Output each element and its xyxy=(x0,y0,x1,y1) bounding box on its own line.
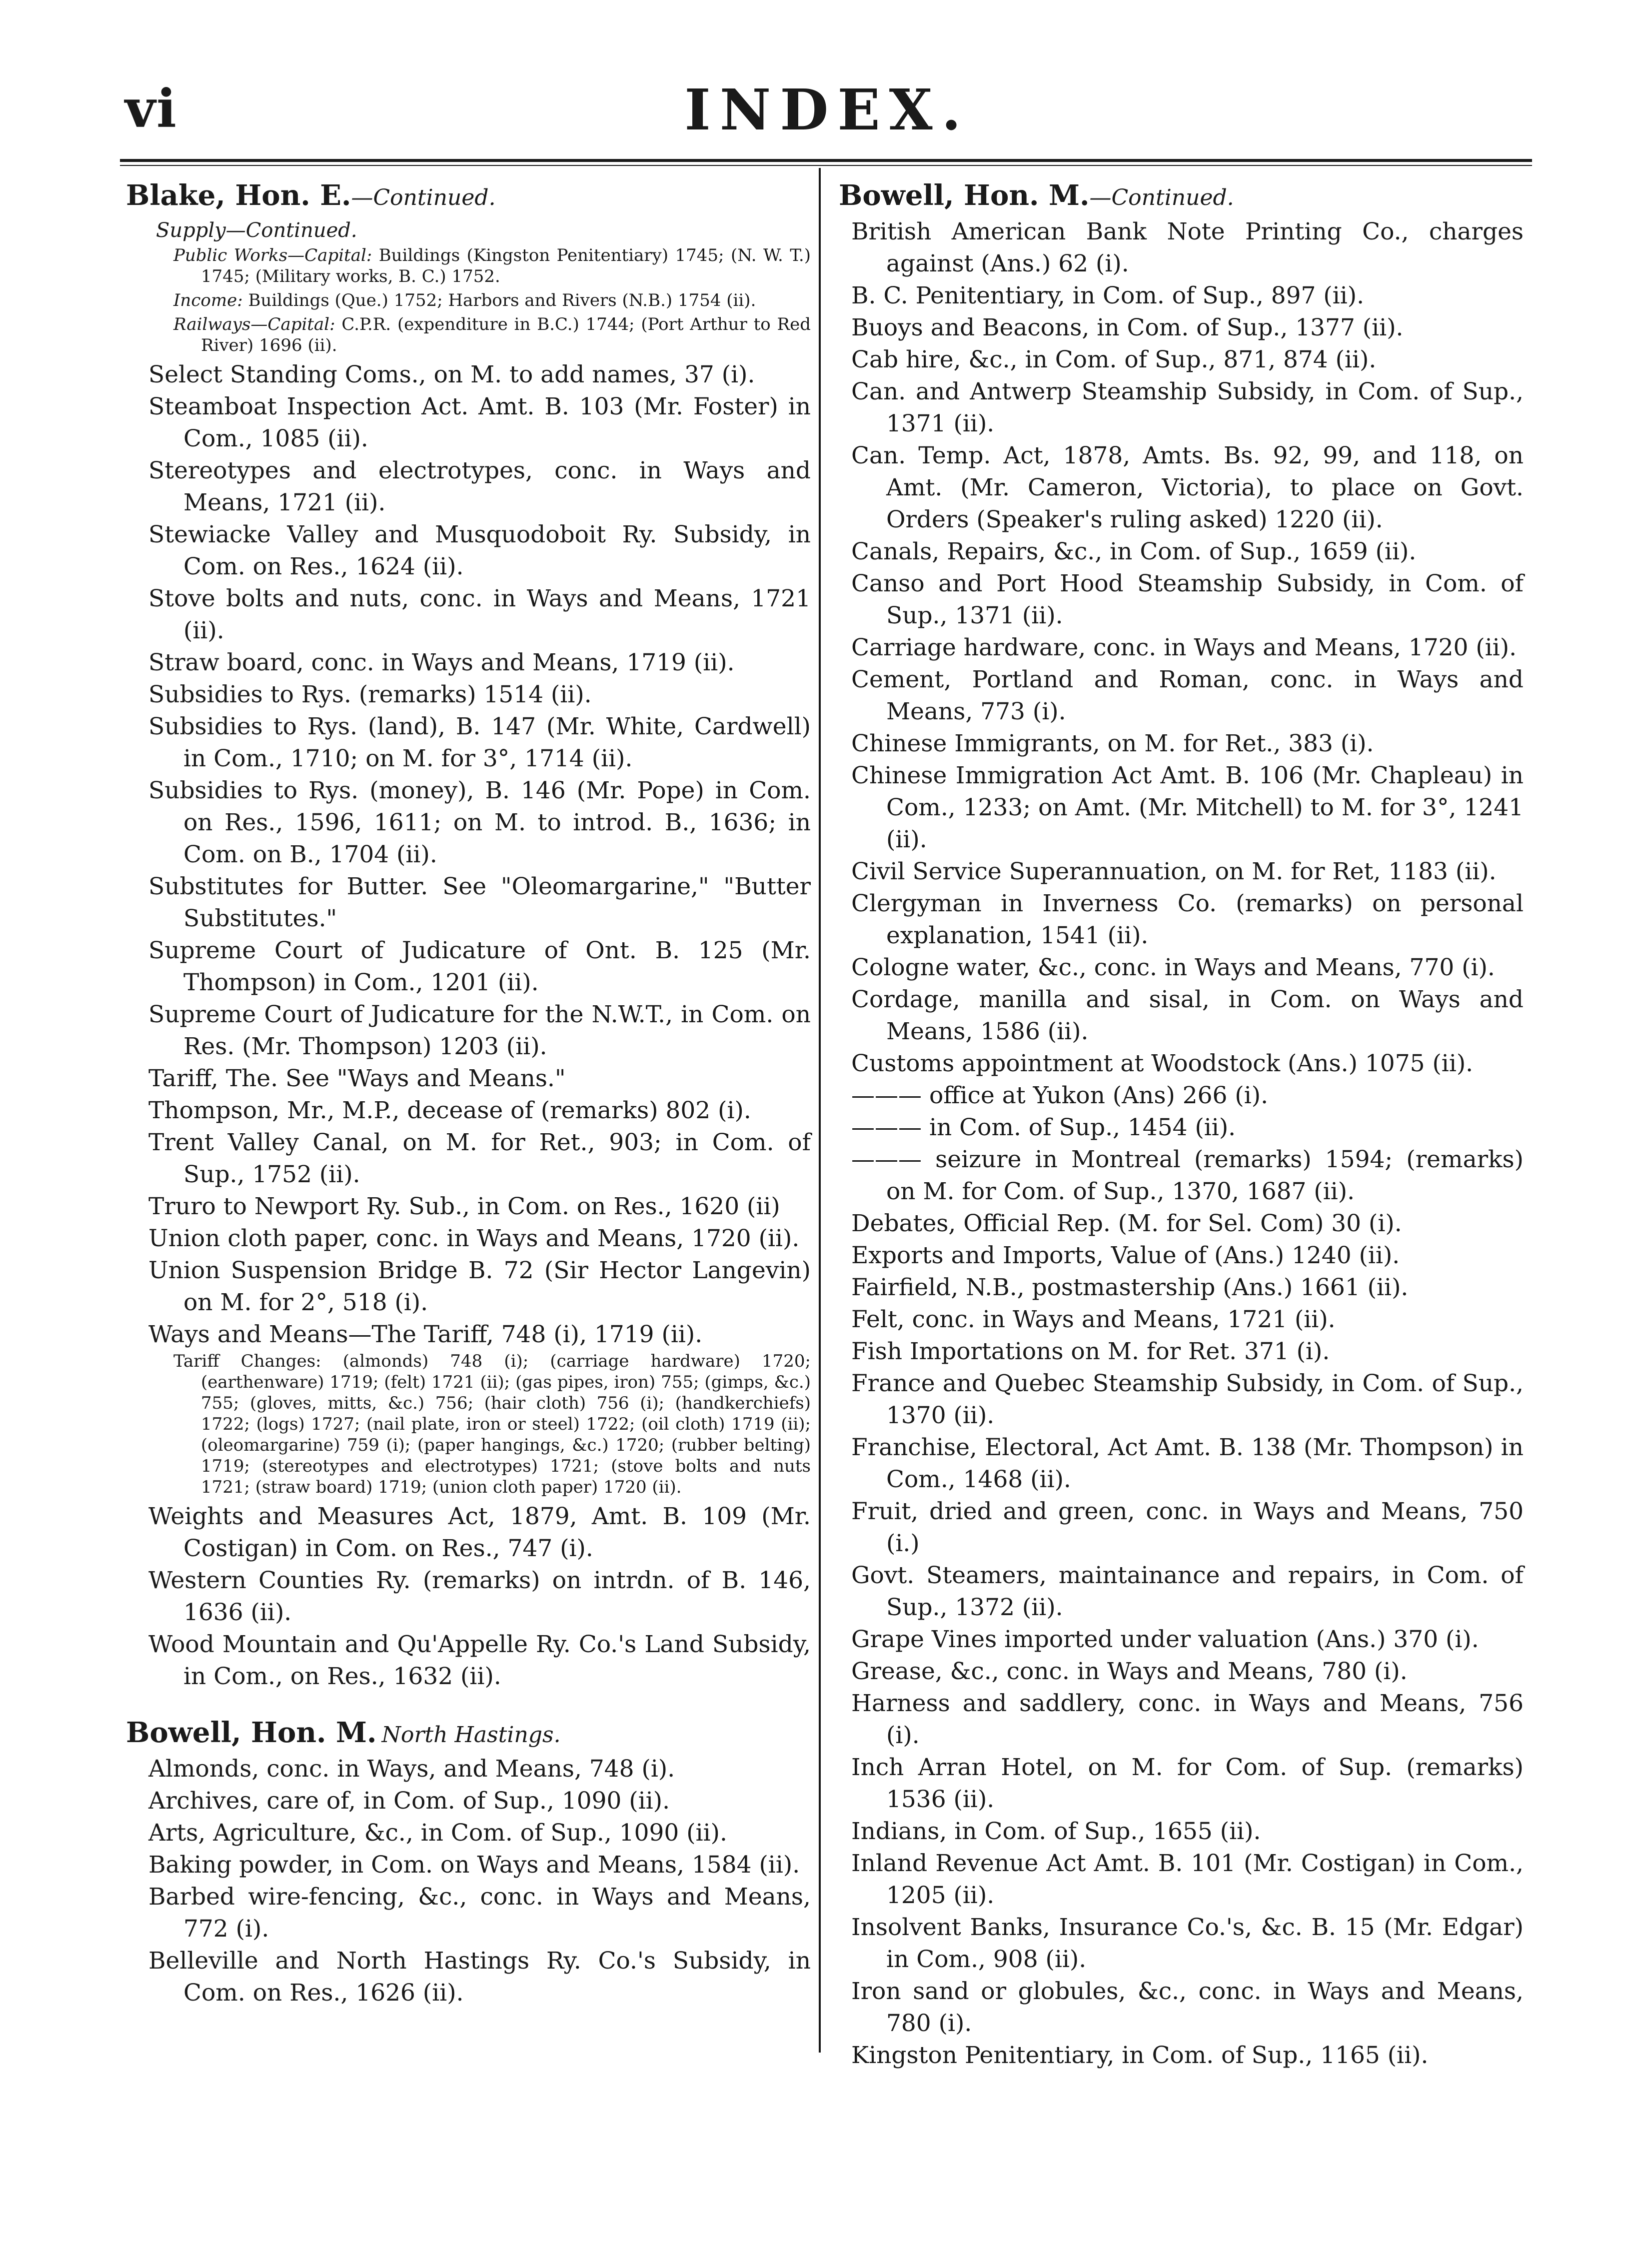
tariff-changes: Tariff Changes: (almonds) 748 (i); (carriage hardware) 1720; (earthenware) 1719; (felt) 1721 (ii); (gas pipes, iron) 755; (gimps, &c.) 755; (gloves, mitts, &c.) 756; (hair cloth) 756 (i); (handkerchiefs) 1722; (logs) 1727; (nail plate, iron or steel) 1722; (oil cloth) 1719 (ii); (oleomargarine) 759 (i); (paper hangings, &c.) 1720; (rubber belting) 1719; (stereotypes and electrotypes) 1721; (stove bolts and nuts 1721; (straw board) 1719; (union cloth paper) 1720 (ii). xyxy=(173,1351,811,1497)
index-entry: Union cloth paper, conc. in Ways and Means, 1720 (ii). xyxy=(148,1225,800,1252)
page-header xyxy=(125,77,1530,152)
index-entry: Stereotypes and electrotypes, conc. in Ways and Means, 1721 (ii). xyxy=(148,457,811,516)
index-entry: Subsidies to Rys. (land), B. 147 (Mr. White, Cardwell) in Com., 1710; on M. for 3°, 1714 (ii). xyxy=(148,713,811,772)
index-entry: Debates, Official Rep. (M. for Sel. Com) 30 (i). xyxy=(851,1210,1402,1237)
index-entry: Can. and Antwerp Steamship Subsidy, in Com. of Sup., 1371 (ii). xyxy=(851,378,1524,437)
index-entry: Cologne water, &c., conc. in Ways and Means, 770 (i). xyxy=(851,954,1495,981)
index-entry: Subsidies to Rys. (remarks) 1514 (ii). xyxy=(148,681,592,708)
index-entry: Subsidies to Rys. (money), B. 146 (Mr. Pope) in Com. on Res., 1596, 1611; on M. to introd. B., 1636; in Com. on B., 1704 (ii). xyxy=(148,777,811,868)
index-entry: Indians, in Com. of Sup., 1655 (ii). xyxy=(851,1818,1261,1845)
index-entry: Fairfield, N.B., postmastership (Ans.) 1661 (ii). xyxy=(851,1274,1409,1301)
page-title: INDEX. xyxy=(684,77,970,143)
supply-subheading: Supply—Continued. xyxy=(156,219,357,242)
index-entry: Select Standing Coms., on M. to add names, 37 (i). xyxy=(148,361,755,388)
member-name: Bowell, Hon. M. xyxy=(126,1716,377,1749)
index-entry: B. C. Penitentiary, in Com. of Sup., 897 (ii). xyxy=(851,282,1365,309)
index-entry: Chinese Immigration Act Amt. B. 106 (Mr. Chapleau) in Com., 1233; on Amt. (Mr. Mitchell) to M. for 3°, 1241 (ii). xyxy=(851,762,1524,853)
continued-label: —Continued. xyxy=(1089,185,1234,210)
fine-entry: Income: Buildings (Que.) 1752; Harbors and Rivers (N.B.) 1754 (ii). xyxy=(173,290,756,310)
index-entry: Kingston Penitentiary, in Com. of Sup., 1165 (ii). xyxy=(851,2042,1429,2069)
index-entry: Belleville and North Hastings Ry. Co.'s Subsidy, in Com. on Res., 1626 (ii). xyxy=(148,1947,811,2007)
index-entry: Archives, care of, in Com. of Sup., 1090 (ii). xyxy=(148,1787,670,1815)
member-name: Bowell, Hon. M. xyxy=(839,179,1090,212)
constituency-label: North Hastings. xyxy=(381,1722,561,1748)
index-entry: Harness and saddlery, conc. in Ways and Means, 756 (i). xyxy=(851,1690,1524,1749)
index-entry: Inch Arran Hotel, on M. for Com. of Sup. (remarks) 1536 (ii). xyxy=(851,1754,1524,1813)
index-entry: Franchise, Electoral, Act Amt. B. 138 (Mr. Thompson) in Com., 1468 (ii). xyxy=(851,1434,1524,1493)
continued-label: —Continued. xyxy=(351,185,496,210)
index-entry: Steamboat Inspection Act. Amt. B. 103 (Mr. Foster) in Com., 1085 (ii). xyxy=(148,393,811,452)
fine-entry: Public Works—Capital: Buildings (Kingston Penitentiary) 1745; (N. W. T.) 1745; (Military works, B. C.) 1752. xyxy=(173,245,811,286)
index-entry: Truro to Newport Ry. Sub., in Com. on Res., 1620 (ii) xyxy=(148,1193,780,1220)
column-divider xyxy=(819,168,821,2053)
index-entry: Inland Revenue Act Amt. B. 101 (Mr. Costigan) in Com., 1205 (ii). xyxy=(851,1850,1524,1909)
index-entry: ——— office at Yukon (Ans) 266 (i). xyxy=(851,1082,1269,1109)
index-entry: Supreme Court of Judicature of Ont. B. 125 (Mr. Thompson) in Com., 1201 (ii). xyxy=(148,937,811,996)
header-rule xyxy=(120,159,1532,162)
index-entry: Western Counties Ry. (remarks) on intrdn. of B. 146, 1636 (ii). xyxy=(148,1567,811,1626)
index-entry: British American Bank Note Printing Co., charges against (Ans.) 62 (i). xyxy=(851,218,1524,277)
index-entry: France and Quebec Steamship Subsidy, in Com. of Sup., 1370 (ii). xyxy=(851,1370,1524,1429)
index-entry: Canso and Port Hood Steamship Subsidy, in Com. of Sup., 1371 (ii). xyxy=(851,570,1524,629)
index-entry: Grape Vines imported under valuation (Ans.) 370 (i). xyxy=(851,1626,1479,1653)
index-entry: Grease, &c., conc. in Ways and Means, 780 (i). xyxy=(851,1658,1408,1685)
index-entry: Substitutes for Butter. See "Oleomargarine," "Butter Substitutes." xyxy=(148,873,811,932)
index-entry: Thompson, Mr., M.P., decease of (remarks) 802 (i). xyxy=(148,1097,751,1124)
index-entry: Civil Service Superannuation, on M. for Ret, 1183 (ii). xyxy=(851,858,1497,885)
header-rule-thin xyxy=(120,165,1532,166)
index-entry: Baking powder, in Com. on Ways and Means, 1584 (ii). xyxy=(148,1851,800,1879)
member-name: Blake, Hon. E. xyxy=(126,179,351,212)
index-entry: Cab hire, &c., in Com. of Sup., 871, 874 (ii). xyxy=(851,346,1377,373)
member-heading-bowell-continued xyxy=(839,177,1524,216)
left-column xyxy=(126,172,811,2009)
index-entry: Arts, Agriculture, &c., in Com. of Sup., 1090 (ii). xyxy=(148,1819,727,1847)
index-entry: Can. Temp. Act, 1878, Amts. Bs. 92, 99, and 118, on Amt. (Mr. Cameron, Victoria), to place on Govt. Orders (Speaker's ruling asked) 1220 (ii). xyxy=(851,442,1524,533)
index-entry: Felt, conc. in Ways and Means, 1721 (ii). xyxy=(851,1306,1336,1333)
page-number: vi xyxy=(125,77,177,139)
index-entry: Tariff, The. See "Ways and Means." xyxy=(148,1065,566,1092)
index-entry: Customs appointment at Woodstock (Ans.) 1075 (ii). xyxy=(851,1050,1474,1077)
index-entry: Exports and Imports, Value of (Ans.) 1240 (ii). xyxy=(851,1242,1400,1269)
index-entry: Barbed wire-fencing, &c., conc. in Ways and Means, 772 (i). xyxy=(148,1883,811,1943)
index-entry: Govt. Steamers, maintainance and repairs, in Com. of Sup., 1372 (ii). xyxy=(851,1562,1524,1621)
fine-entry: Railways—Capital: C.P.R. (expenditure in B.C.) 1744; (Port Arthur to Red River) 1696 (ii). xyxy=(173,314,811,355)
right-column xyxy=(839,172,1524,2072)
index-entry: Weights and Measures Act, 1879, Amt. B. 109 (Mr. Costigan) in Com. on Res., 747 (i). xyxy=(148,1503,811,1562)
index-entry: Stewiacke Valley and Musquodoboit Ry. Subsidy, in Com. on Res., 1624 (ii). xyxy=(148,521,811,580)
index-entry: Cordage, manilla and sisal, in Com. on Ways and Means, 1586 (ii). xyxy=(851,986,1524,1045)
index-entry: Fish Importations on M. for Ret. 371 (i). xyxy=(851,1338,1330,1365)
index-entry: Wood Mountain and Qu'Appelle Ry. Co.'s Land Subsidy, in Com., on Res., 1632 (ii). xyxy=(148,1631,811,1690)
index-entry: Fruit, dried and green, conc. in Ways and Means, 750 (i.) xyxy=(851,1498,1524,1557)
index-entry: Ways and Means—The Tariff, 748 (i), 1719 (ii). xyxy=(148,1321,703,1348)
member-heading-bowell xyxy=(126,1715,811,1753)
index-entry: Carriage hardware, conc. in Ways and Means, 1720 (ii). xyxy=(851,634,1517,661)
index-entry: Stove bolts and nuts, conc. in Ways and Means, 1721 (ii). xyxy=(148,585,811,644)
index-entry: Cement, Portland and Roman, conc. in Ways and Means, 773 (i). xyxy=(851,666,1524,725)
index-entry: Almonds, conc. in Ways, and Means, 748 (i). xyxy=(148,1755,675,1783)
index-entry: Clergyman in Inverness Co. (remarks) on personal explanation, 1541 (ii). xyxy=(851,890,1524,949)
index-entry: ——— seizure in Montreal (remarks) 1594; (remarks) on M. for Com. of Sup., 1370, 1687 (ii). xyxy=(851,1146,1524,1205)
index-entry: Straw board, conc. in Ways and Means, 1719 (ii). xyxy=(148,649,735,676)
index-entry: Insolvent Banks, Insurance Co.'s, &c. B. 15 (Mr. Edgar) in Com., 908 (ii). xyxy=(851,1914,1524,1973)
index-entry: Union Suspension Bridge B. 72 (Sir Hector Langevin) on M. for 2°, 518 (i). xyxy=(148,1257,811,1316)
index-entry: ——— in Com. of Sup., 1454 (ii). xyxy=(851,1114,1236,1141)
index-entry: Supreme Court of Judicature for the N.W.T., in Com. on Res. (Mr. Thompson) 1203 (ii). xyxy=(148,1001,811,1060)
section-gap xyxy=(126,1693,811,1710)
index-entry: Chinese Immigrants, on M. for Ret., 383 (i). xyxy=(851,730,1374,757)
index-entry: Iron sand or globules, &c., conc. in Ways and Means, 780 (i). xyxy=(851,1978,1524,2037)
member-heading-blake xyxy=(126,177,811,216)
index-entry: Canals, Repairs, &c., in Com. of Sup., 1659 (ii). xyxy=(851,538,1417,565)
index-entry: Buoys and Beacons, in Com. of Sup., 1377 (ii). xyxy=(851,314,1404,341)
index-entry: Trent Valley Canal, on M. for Ret., 903; in Com. of Sup., 1752 (ii). xyxy=(148,1129,811,1188)
